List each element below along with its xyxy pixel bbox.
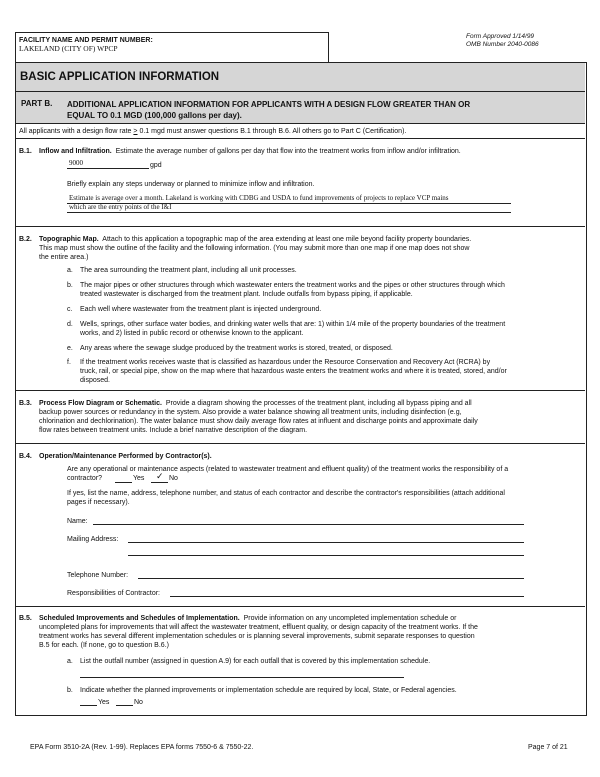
b5-no-blank[interactable] <box>116 705 133 706</box>
b4-no-check-icon: ✓ <box>156 471 164 481</box>
part-b-label: PART B. <box>21 99 53 108</box>
b4-if-yes: If yes, list the name, address, telephone number, and status of each contractor and describe the contractor's responsibilities (attach additional pages if necessary). <box>67 490 505 506</box>
facility-label: FACILITY NAME AND PERMIT NUMBER: <box>19 37 153 44</box>
b4-name-label: Name: <box>67 518 88 525</box>
b1-answer-line1[interactable]: Estimate is average over a month. Lakeland is working with CDBG and USDA to fund improvements of projects to replace VCP mains <box>69 194 449 202</box>
b4-number: B.4. <box>19 453 32 460</box>
b1-answer-line2[interactable]: which are the entry points of the I&I <box>69 203 172 211</box>
b4-phone-label: Telephone Number: <box>67 572 129 579</box>
b5-b-text: Indicate whether the planned improvements or implementation schedule are required by local, State, or Federal agencies. <box>80 687 457 694</box>
divider <box>16 606 585 607</box>
b1-explain-prompt: Briefly explain any steps underway or planned to minimize inflow and infiltration. <box>67 181 315 188</box>
b5-text: Scheduled Improvements and Schedules of Implementation. Provide information on any uncompleted implementation schedule or uncompleted plans for improvements that will affect the wastewater treatment, effluent quality, or design capacity of the treatment works. If the treatment works has several different implementation schedules or is planning several improvements, submit separate responses to question B.5 for each. (If none, go to question B.6.) <box>39 615 478 649</box>
b2-item-f: If the treatment works receives waste that is classified as hazardous under the Resource Conservation and Recovery Act (RCRA) by truck, rail, or special pipe, show on the map where that hazardous waste enters the treatment works and where it is treated, stored, and/or disposed. <box>80 359 507 384</box>
b2-item-c: Each well where wastewater from the treatment plant is injected underground. <box>80 306 322 313</box>
b2-item-e: Any areas where the sewage sludge produced by the treatment works is stored, treated, or disposed. <box>80 345 393 352</box>
b5-no-label: No <box>134 699 143 706</box>
b4-mailing-field[interactable] <box>128 542 524 543</box>
b5-a-field[interactable] <box>80 677 404 678</box>
b1-heading: Inflow and Infiltration. Estimate the average number of gallons per day that flow into the treatment works from inflow and/or infiltration. <box>39 148 461 155</box>
divider <box>16 138 585 139</box>
page-title: BASIC APPLICATION INFORMATION <box>20 71 220 83</box>
b2-number: B.2. <box>19 236 32 243</box>
b1-number: B.1. <box>19 148 32 155</box>
footer-form: EPA Form 3510-2A (Rev. 1-99). Replaces EPA forms 7550-6 & 7550-22. <box>30 744 254 751</box>
form-approved: Form Approved 1/14/99 <box>466 33 535 40</box>
b3-text: Process Flow Diagram or Schematic. Provide a diagram showing the processes of the treatment plant, including all bypass piping and all backup power sources or redundancy in the system. Also provide a water balance showing all treatment units, including disinfection (e.g, chlorination and dechlorination). The water balance must show daily average flow rates at influent and discharge points and approximate daily flow rates between treatment units. Include a brief narrative description of the diagram. <box>39 400 478 434</box>
divider <box>16 390 585 391</box>
part-b-heading: ADDITIONAL APPLICATION INFORMATION FOR APPLICANTS WITH A DESIGN FLOW GREATER THAN OR EQUAL TO 0.1 MGD (100,000 gallons per day). <box>67 100 471 120</box>
b2-item-letter: c. <box>67 306 73 313</box>
b4-no-blank[interactable] <box>151 482 168 483</box>
part-b-note: All applicants with a design flow rate > 0.1 mgd must answer questions B.1 through B.6. All others go to Part C (Certification). <box>19 128 407 135</box>
b2-item-d: Wells, springs, other surface water bodies, and drinking water wells that are: 1) within 1/4 mile of the property boundaries of the treatment works, and 2) listed in public record or otherwise known to the applicant. <box>80 321 506 337</box>
b4-mailing-field[interactable] <box>128 555 524 556</box>
b1-gpd-line <box>67 168 149 169</box>
b2-item-a: The area surrounding the treatment plant, including all unit processes. <box>80 267 297 274</box>
b4-yes-label: Yes <box>133 475 145 482</box>
b5-number: B.5. <box>19 615 32 622</box>
b4-resp-label: Responsibilities of Contractor: <box>67 590 160 597</box>
b1-gpd-value[interactable]: 9000 <box>69 159 83 167</box>
b2-item-letter: f. <box>67 359 71 366</box>
b2-item-letter: e. <box>67 345 73 352</box>
b2-item-letter: b. <box>67 282 73 289</box>
b5-yes-label: Yes <box>98 699 110 706</box>
b4-title: Operation/Maintenance Performed by Contractor(s). <box>39 453 212 460</box>
b4-name-field[interactable] <box>93 524 524 525</box>
b5-yes-blank[interactable] <box>80 705 97 706</box>
footer-page: Page 7 of 21 <box>528 744 568 751</box>
facility-value: LAKELAND (CITY OF) WPCP <box>19 44 118 53</box>
b5-a-letter: a. <box>67 658 73 665</box>
b4-no-label: No <box>169 475 178 482</box>
b3-number: B.3. <box>19 400 32 407</box>
omb-number: OMB Number 2040-0086 <box>466 41 539 48</box>
b2-item-letter: d. <box>67 321 73 328</box>
b2-intro: Topographic Map. Attach to this application a topographic map of the area extending at least one mile beyond facility property boundaries. This map must show the outline of the facility and the following information. (You may submit more than one map if one map does not show the entire area.) <box>39 236 472 261</box>
divider <box>16 226 585 227</box>
b4-resp-field[interactable] <box>170 596 524 597</box>
answer-line <box>67 212 511 213</box>
b4-mailing-label: Mailing Address: <box>67 536 119 543</box>
divider <box>16 443 585 444</box>
b4-phone-field[interactable] <box>138 578 524 579</box>
b5-a-text: List the outfall number (assigned in question A.9) for each outfall that is covered by this implementation schedule. <box>80 658 431 665</box>
b1-gpd-unit: gpd <box>150 162 162 169</box>
b5-b-letter: b. <box>67 687 73 694</box>
b2-item-letter: a. <box>67 267 73 274</box>
b2-item-b: The major pipes or other structures through which wastewater enters the treatment works and the pipes or other structures through which treated wastewater is discharged from the treatment plant. Include outfalls from bypass piping, if applicable. <box>80 282 505 298</box>
b4-yes-blank[interactable] <box>115 482 132 483</box>
b4-question: Are any operational or maintenance aspects (related to wastewater treatment and effluent quality) of the treatment works the responsibility of a contractor? <box>67 466 509 482</box>
